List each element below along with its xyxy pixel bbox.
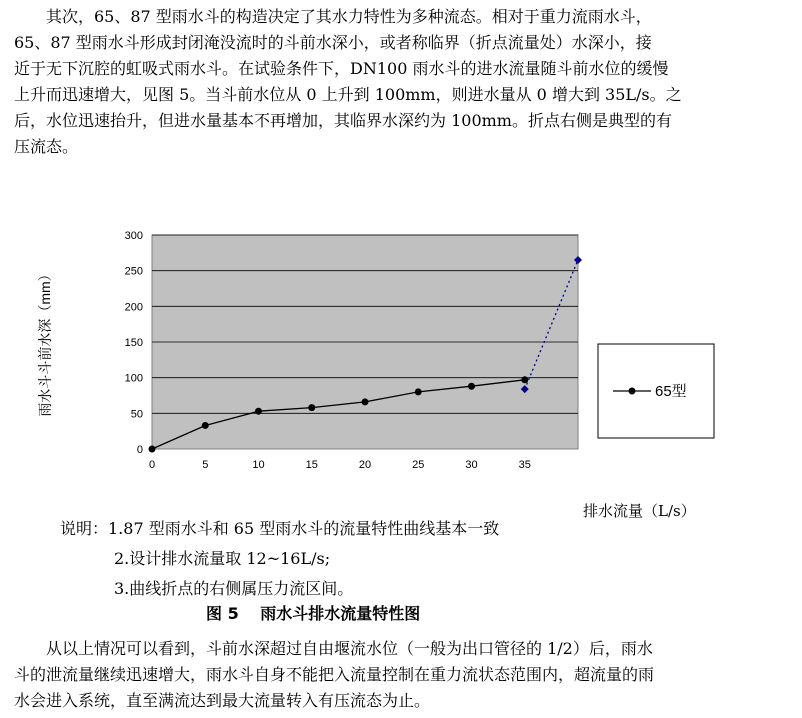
y-tick-label: 200: [124, 301, 143, 314]
text-line: 近于无下沉腔的虹吸式雨水斗。在试验条件下，DN100 雨水斗的进水流量随斗前水位的缓慢: [14, 59, 669, 78]
y-tick-label: 50: [130, 408, 143, 421]
data-point: [202, 422, 209, 429]
x-tick-label: 20: [358, 459, 372, 471]
paragraph-1: [14, 4, 792, 160]
data-point: [468, 383, 475, 390]
note-line-3: 3.曲线折点的右侧属压力流区间。: [114, 579, 354, 598]
y-tick-label: 100: [124, 372, 143, 385]
text-line: 斗的泄流量继续迅速增大，雨水斗自身不能把入流量控制在重力流状态范围内，超流量的雨: [14, 665, 655, 684]
y-tick-label: 250: [124, 265, 143, 278]
text-line: 后，水位迅速抬升，但进水量基本不再增加，其临界水深约为 100mm。折点右侧是典型的有: [14, 111, 672, 130]
y-axis-ticks: [125, 230, 143, 456]
paragraph-2: [14, 636, 792, 714]
figure-notes: [60, 514, 499, 604]
data-point: [308, 404, 315, 411]
legend: [598, 344, 714, 438]
text-line: 65、87 型雨水斗形成封闭淹没流时的斗前水深小，或者称临界（折点流量处）水深小，接: [14, 33, 652, 52]
y-tick-label: 0: [136, 444, 143, 456]
text-line: 水会进入系统，直至满流达到最大流量转入有压流态为止。: [14, 691, 431, 710]
x-tick-label: 15: [305, 459, 318, 471]
legend-label: 65型: [655, 383, 687, 400]
chart-figure: [0, 222, 802, 532]
x-tick-label: 10: [252, 459, 265, 471]
note-line-2: 2.设计排水流量取 12~16L/s;: [114, 549, 331, 568]
y-axis-label: 雨水斗斗前水深（mm）: [37, 267, 53, 417]
x-tick-label: 30: [465, 459, 478, 471]
x-tick-label: 0: [148, 459, 156, 471]
x-axis-ticks: [149, 459, 531, 471]
text-line: 从以上情况可以看到，斗前水深超过自由堰流水位（一般为出口管径的 1/2）后，雨水: [14, 639, 653, 658]
y-tick-label: 150: [124, 337, 143, 349]
text-line: 压流态。: [14, 137, 79, 156]
figure-caption: 图 5 雨水斗排水流量特性图: [206, 604, 421, 623]
x-tick-label: 5: [202, 459, 209, 471]
data-point: [521, 376, 528, 383]
data-point: [149, 446, 156, 453]
data-point: [415, 388, 422, 395]
text-line: 上升而迅速增大，见图 5。当斗前水位从 0 上升到 100mm，则进水量从 0 增大到 35L/s。之: [14, 85, 682, 104]
y-tick-label: 300: [124, 230, 143, 242]
x-tick-label: 35: [518, 459, 531, 471]
legend-marker: [629, 388, 636, 395]
note-line-1: 说明：1.87 型雨水斗和 65 型雨水斗的流量特性曲线基本一致: [60, 519, 500, 538]
data-point: [362, 398, 369, 405]
data-point: [255, 408, 262, 415]
x-axis-label: 排水流量（L/s）: [583, 502, 696, 520]
line-chart: [0, 222, 802, 532]
text-line: 其次，65、87 型雨水斗的构造决定了其水力特性为多种流态。相对于重力流雨水斗，: [14, 7, 652, 26]
x-tick-label: 25: [412, 459, 425, 471]
